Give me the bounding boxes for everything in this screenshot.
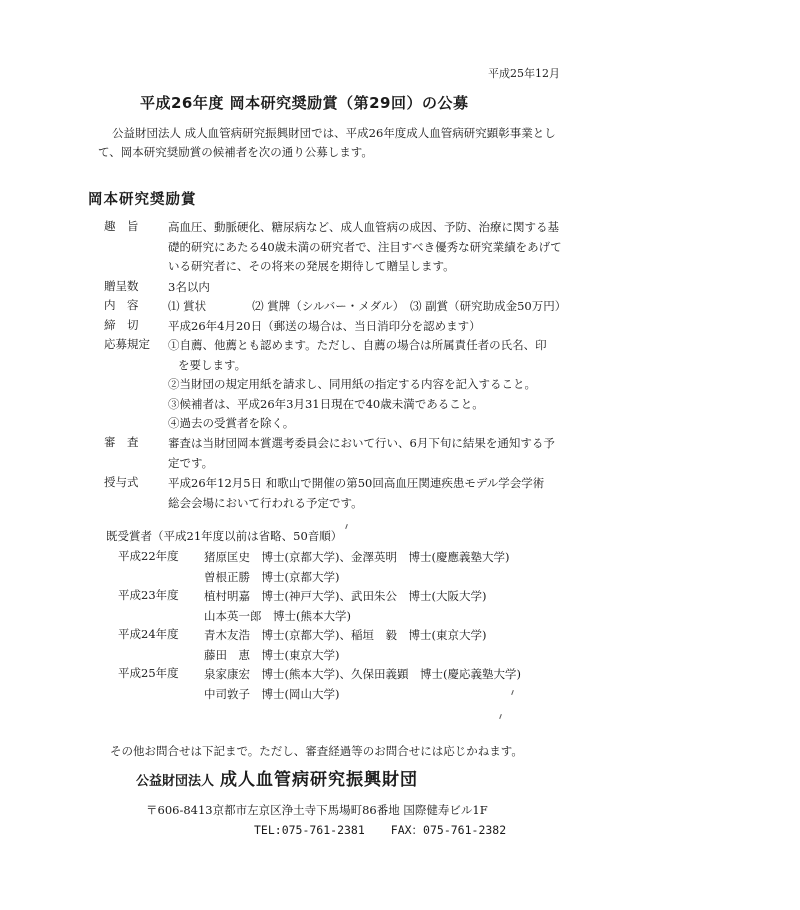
org-prefix: 公益財団法人 (136, 774, 215, 789)
row-value (168, 474, 584, 513)
row-value (168, 278, 584, 298)
row-award-count (104, 278, 584, 298)
row-label: 締 切 (104, 318, 139, 332)
row-value (168, 218, 584, 277)
past-recipients-header: 既受賞者（平成21年度以前は省略、50音順） (106, 529, 343, 543)
past-recipients-row (118, 548, 509, 587)
row-label: 内 容 (104, 298, 139, 312)
recipient-line: 中司敦子 博士(岡山大学) (204, 686, 340, 701)
past-year: 平成22年度 (118, 549, 179, 563)
recipient-line: 山本英一郎 博士(熊本大学) (204, 608, 351, 623)
postal-address: 〒606-8413京都市左京区浄土寺下馬場町86番地 国際健寿ビル1F (146, 803, 488, 817)
intro-paragraph (98, 124, 582, 162)
recipient-line: 曽根正勝 博士(京都大学) (204, 569, 340, 584)
row-label: 応募規定 (104, 337, 150, 351)
scan-speck (345, 524, 348, 529)
row-contents (104, 297, 584, 317)
past-year: 平成25年度 (118, 666, 179, 680)
row-line: 定です。 (168, 455, 214, 470)
intro-line: て、岡本研究奨励賞の候補者を次の通り公募します。 (98, 145, 373, 159)
past-recipients-row (118, 587, 486, 626)
row-label: 贈呈数 (104, 279, 139, 293)
row-line: 3名以内 (168, 280, 210, 294)
row-line: ①自薦、他薦とも認めます。ただし、自薦の場合は所属責任者の氏名、印 (168, 338, 547, 352)
row-label: 授与式 (104, 475, 139, 489)
contact-note: その他お問合せは下記まで。ただし、審査経過等のお問合せには応じかねます。 (110, 744, 523, 758)
row-purpose (104, 218, 584, 277)
past-year: 平成24年度 (118, 627, 179, 641)
past-year: 平成23年度 (118, 588, 179, 602)
row-line: ④過去の受賞者を除く。 (168, 416, 295, 430)
past-recipients-row (118, 665, 521, 704)
scan-speck (499, 714, 502, 719)
row-label: 審 査 (104, 435, 139, 449)
recipient-line: 植村明嘉 博士(神戸大学)、武田朱公 博士(大阪大学) (204, 589, 487, 603)
recipient-line: 青木友浩 博士(京都大学)、稲垣 毅 博士(東京大学) (204, 628, 487, 642)
issue-date: 平成25年12月 (488, 67, 560, 80)
row-label: 趣 旨 (104, 219, 139, 233)
recipient-line: 藤田 恵 博士(東京大学) (204, 647, 340, 662)
past-recipients-row (118, 626, 486, 665)
row-value (168, 297, 584, 317)
row-line: いる研究者に、その将来の発展を期待して贈呈します。 (168, 259, 455, 273)
row-deadline (104, 317, 584, 337)
past-names (204, 626, 486, 665)
recipient-line: 猪原匡史 博士(京都大学)、金澤英明 博士(慶應義塾大学) (204, 550, 510, 564)
tel-number: TEL:075-761-2381 (254, 823, 365, 837)
row-line: 高血圧、動脈硬化、糖尿病など、成人血管病の成因、予防、治療に関する基 (168, 220, 559, 234)
org-name: 成人血管病研究振興財団 (220, 770, 419, 790)
row-line: を要します。 (178, 357, 247, 372)
section-title: 岡本研究奨励賞 (88, 192, 197, 208)
row-line: ③候補者は、平成26年3月31日現在で40歳未満であること。 (168, 396, 484, 411)
fax-number: FAX：075-761-2382 (390, 823, 507, 837)
row-value (168, 434, 584, 473)
row-value (168, 317, 584, 337)
row-application-rules (104, 336, 584, 434)
organization-name (136, 768, 418, 794)
past-names (204, 548, 509, 587)
row-review (104, 434, 584, 473)
row-line: 平成26年4月20日（郵送の場合は、当日消印分を認めます） (168, 319, 481, 333)
row-line: ②当財団の規定用紙を請求し、同用紙の指定する内容を記入すること。 (168, 377, 536, 391)
recipient-line: 泉家康宏 博士(熊本大学)、久保田義顕 博士(慶応義塾大学) (204, 667, 521, 681)
row-ceremony (104, 474, 584, 513)
row-line: ⑴ 賞状 ⑵ 賞牌（シルバー・メダル） ⑶ 副賞（研究助成金50万円） (168, 299, 567, 313)
contact-numbers (254, 822, 506, 839)
row-line: 総会会場において行われる予定です。 (168, 495, 363, 510)
past-names (204, 665, 521, 704)
row-value (168, 336, 584, 434)
page-title: 平成26年度 岡本研究奨励賞（第29回）の公募 (140, 94, 469, 112)
row-line: 平成26年12月5日 和歌山で開催の第50回高血圧関連疾患モデル学会学術 (168, 476, 545, 490)
row-line: 審査は当財団岡本賞選考委員会において行い、6月下旬に結果を通知する予 (168, 436, 555, 450)
intro-line: 公益財団法人 成人血管病研究振興財団では、平成26年度成人血管病研究顕彰事業とし (112, 126, 556, 140)
row-line: 礎的研究にあたる40歳未満の研究者で、注目すべき優秀な研究業績をあげて (168, 239, 562, 254)
past-names (204, 587, 486, 626)
